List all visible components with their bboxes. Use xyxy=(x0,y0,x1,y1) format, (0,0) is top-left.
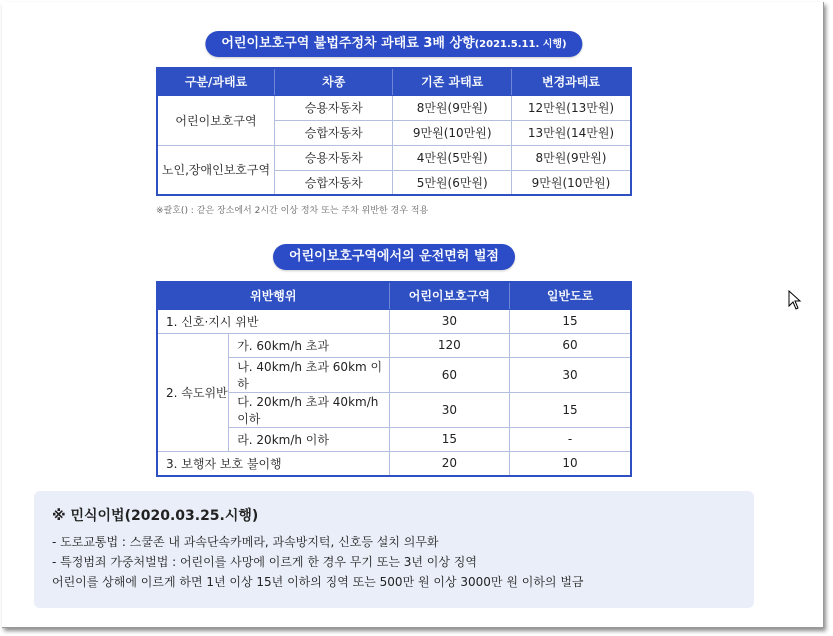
new-fine-cell: 9만원(10만원) xyxy=(511,170,631,195)
arrow-cursor-icon xyxy=(788,290,802,310)
general-road-points-cell: 30 xyxy=(510,357,631,392)
column-header: 위반행위 xyxy=(157,282,389,309)
column-header: 변경과태료 xyxy=(511,68,631,95)
law-info-line: - 도로교통법 : 스쿨존 내 과속단속카메라, 과속방지턱, 신호등 설치 의무화 xyxy=(52,535,439,549)
child-zone-points-cell: 120 xyxy=(389,333,509,357)
child-zone-points-cell: 20 xyxy=(389,452,509,476)
table-row xyxy=(157,357,631,392)
table-row xyxy=(157,427,631,451)
table-row xyxy=(157,309,631,333)
old-fine-cell: 5만원(6만원) xyxy=(393,170,512,195)
speed-sub-cell: 다. 20km/h 초과 40km/h 이하 xyxy=(229,392,389,427)
general-road-points-cell: 60 xyxy=(510,333,631,357)
old-fine-cell: 8만원(9만원) xyxy=(393,95,512,120)
section1-title-pill xyxy=(205,31,582,57)
fine-footnote: ※괄호() : 같은 장소에서 2시간 이상 정차 또는 주차 위반한 경우 적용 xyxy=(156,206,429,216)
section2-title-pill xyxy=(273,244,515,270)
column-header: 구분/과태료 xyxy=(157,68,275,95)
general-road-points-cell: - xyxy=(510,427,631,451)
violation-cell: 1. 신호·지시 위반 xyxy=(157,309,389,333)
old-fine-cell: 4만원(5만원) xyxy=(393,145,512,170)
table-row xyxy=(157,333,631,357)
old-fine-cell: 9만원(10만원) xyxy=(393,120,512,145)
law-info-title: ※ 민식이법(2020.03.25.시행) xyxy=(52,508,259,524)
child-zone-points-cell: 15 xyxy=(389,427,509,451)
law-info-box xyxy=(34,491,754,608)
speed-sub-cell: 가. 60km/h 초과 xyxy=(229,333,389,357)
speed-sub-cell: 라. 20km/h 이하 xyxy=(229,427,389,451)
violation-cell: 3. 보행자 보호 불이행 xyxy=(157,452,389,476)
violation-cell: 2. 속도위반 xyxy=(157,333,229,451)
table-row xyxy=(157,95,631,120)
column-header: 일반도로 xyxy=(510,282,631,309)
new-fine-cell: 13만원(14만원) xyxy=(511,120,631,145)
column-header: 차종 xyxy=(275,68,393,95)
content-frame xyxy=(2,2,824,628)
section1-title-date: (2021.5.11. 시행) xyxy=(474,39,567,50)
table-row xyxy=(157,452,631,476)
section2-title: 어린이보호구역에서의 운전면허 벌점 xyxy=(289,249,499,264)
child-zone-points-cell: 30 xyxy=(389,392,509,427)
vehicle-cell: 승합자동차 xyxy=(275,170,393,195)
table-header-row xyxy=(157,282,631,309)
table-header-row xyxy=(157,68,631,95)
vehicle-cell: 승용자동차 xyxy=(275,95,393,120)
fine-table xyxy=(156,67,632,196)
column-header: 기존 과태료 xyxy=(393,68,512,95)
speed-sub-cell: 나. 40km/h 초과 60km 이하 xyxy=(229,357,389,392)
column-header: 어린이보호구역 xyxy=(389,282,509,309)
new-fine-cell: 12만원(13만원) xyxy=(511,95,631,120)
table-row xyxy=(157,145,631,170)
vehicle-cell: 승용자동차 xyxy=(275,145,393,170)
table-row xyxy=(157,392,631,427)
category-cell: 노인,장애인보호구역 xyxy=(157,145,275,195)
penalty-points-table xyxy=(156,281,632,477)
general-road-points-cell: 15 xyxy=(510,392,631,427)
category-cell: 어린이보호구역 xyxy=(157,95,275,145)
law-info-line: 어린이를 상해에 이르게 하면 1년 이상 15년 이하의 징역 또는 500만 원 이상 3000만 원 이하의 벌금 xyxy=(52,575,584,589)
vehicle-cell: 승합자동차 xyxy=(275,120,393,145)
child-zone-points-cell: 60 xyxy=(389,357,509,392)
child-zone-points-cell: 30 xyxy=(389,309,509,333)
general-road-points-cell: 10 xyxy=(510,452,631,476)
section1-title: 어린이보호구역 불법주정차 과태료 3배 상향 xyxy=(221,36,475,51)
new-fine-cell: 8만원(9만원) xyxy=(511,145,631,170)
general-road-points-cell: 15 xyxy=(510,309,631,333)
law-info-line: - 특정범죄 가중처벌법 : 어린이를 사망에 이르게 한 경우 무기 또는 3년 이상 징역 xyxy=(52,555,477,569)
